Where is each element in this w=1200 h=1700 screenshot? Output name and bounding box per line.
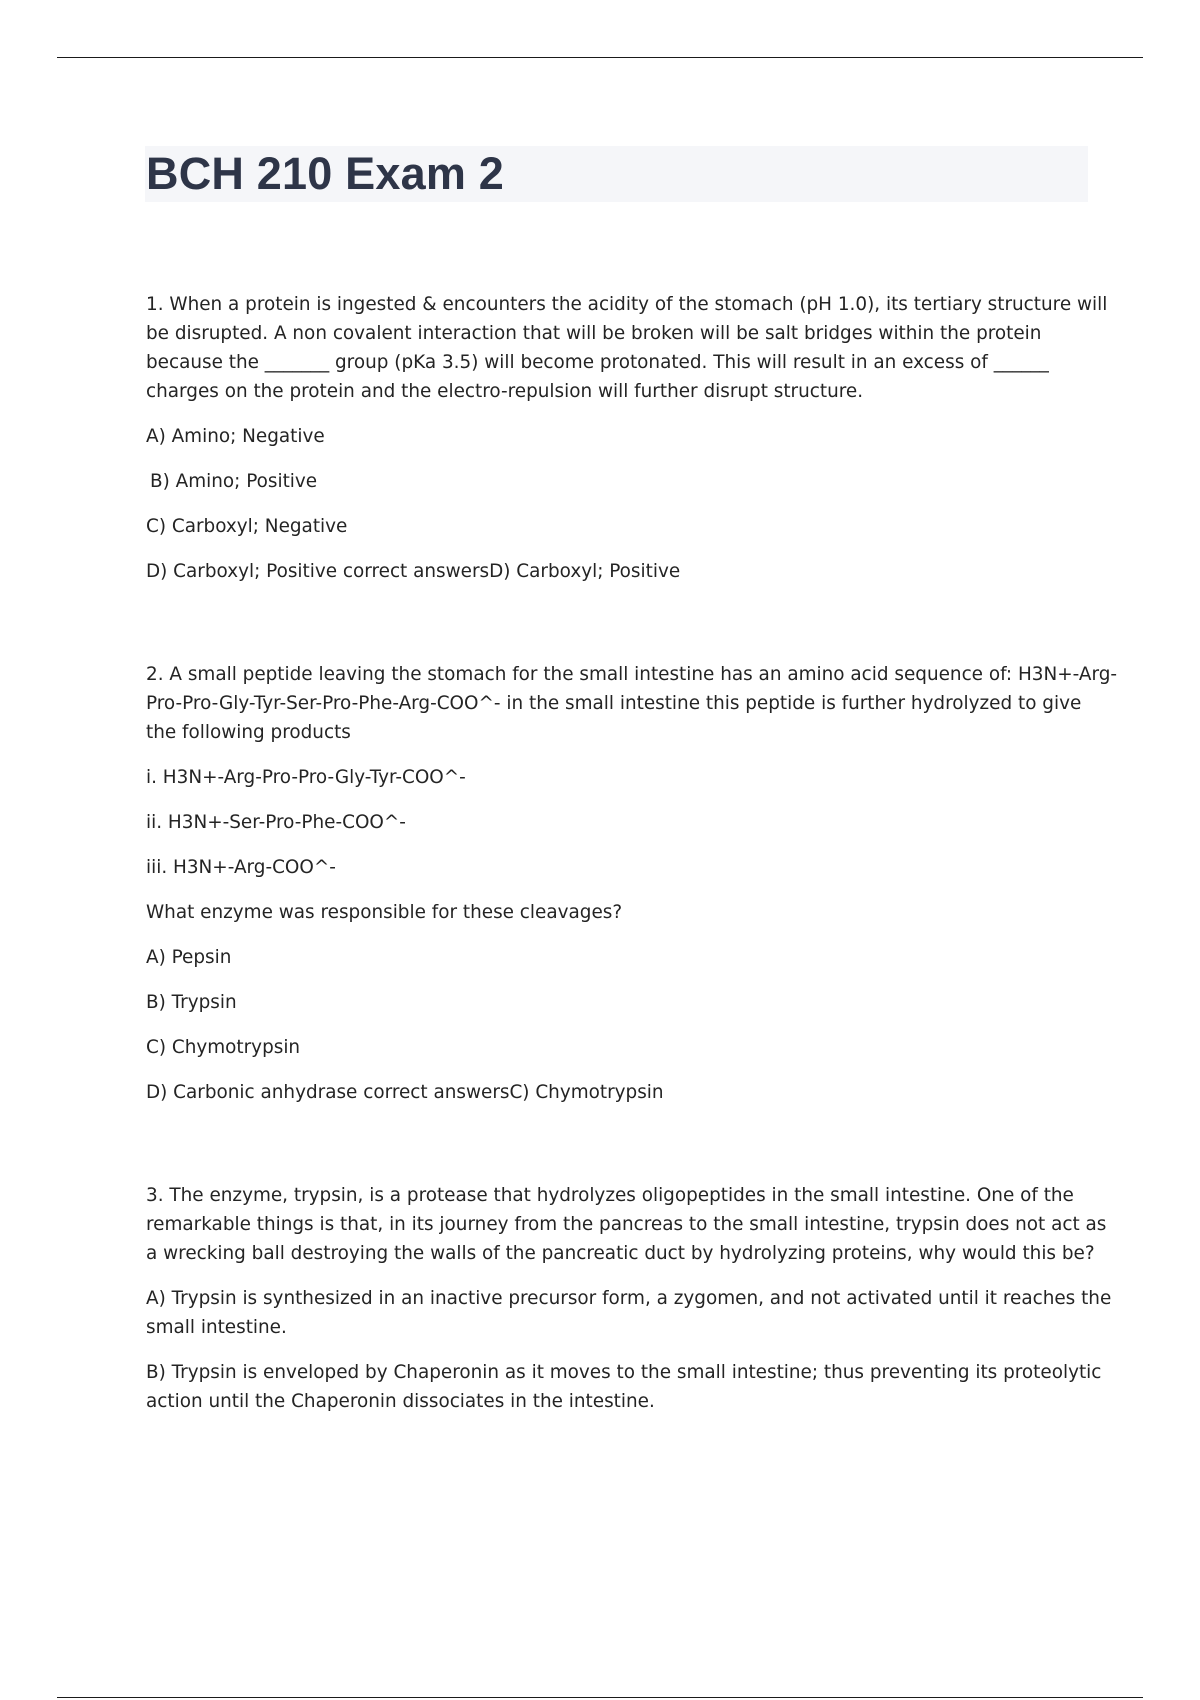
- question-2-text: [146, 660, 1118, 747]
- question-1-option-d-answer: D) Carboxyl; Positive correct answersD) Carboxyl; Positive: [146, 561, 681, 582]
- question-line: charges on the protein and the electro-repulsion will further disrupt structure.: [146, 381, 864, 402]
- question-1: [146, 290, 1108, 586]
- question-line: the following products: [146, 722, 351, 743]
- question-2-option-c: C) Chymotrypsin: [146, 1037, 301, 1058]
- question-3-option-b: [146, 1358, 1102, 1416]
- option-line: action until the Chaperonin dissociates in the intestine.: [146, 1391, 655, 1412]
- question-line: a wrecking ball destroying the walls of the pancreatic duct by hydrolyzing proteins, why would this be?: [146, 1243, 1095, 1264]
- question-2-option-a: A) Pepsin: [146, 947, 232, 968]
- document-body: [146, 290, 1118, 1490]
- question-2-option-d-answer: D) Carbonic anhydrase correct answersC) Chymotrypsin: [146, 1082, 664, 1103]
- question-line: 1. When a protein is ingested & encounters the acidity of the stomach (pH 1.0), its tertiary structure will: [146, 294, 1108, 315]
- question-3: [146, 1181, 1112, 1416]
- question-2-product-i: i. H3N+-Arg-Pro-Pro-Gly-Tyr-COO^-: [146, 767, 466, 788]
- question-2-option-b: B) Trypsin: [146, 992, 237, 1013]
- question-3-option-a: [146, 1284, 1112, 1342]
- option-line: B) Trypsin is enveloped by Chaperonin as it moves to the small intestine; thus preventing its proteolytic: [146, 1362, 1102, 1383]
- question-1-text: [146, 290, 1108, 406]
- question-2-prompt: What enzyme was responsible for these cleavages?: [146, 902, 623, 923]
- question-3-text: [146, 1181, 1107, 1268]
- bottom-rule: [57, 1697, 1143, 1698]
- question-line: be disrupted. A non covalent interaction that will be broken will be salt bridges within the protein: [146, 323, 1042, 344]
- question-2-product-iii: iii. H3N+-Arg-COO^-: [146, 857, 336, 878]
- question-2: [146, 660, 1118, 1107]
- option-line: small intestine.: [146, 1317, 287, 1338]
- question-line: Pro-Pro-Gly-Tyr-Ser-Pro-Phe-Arg-COO^- in the small intestine this peptide is further hydrolyzed to give: [146, 693, 1082, 714]
- option-line: A) Trypsin is synthesized in an inactive precursor form, a zygomen, and not activated until it reaches the: [146, 1288, 1112, 1309]
- question-1-option-c: C) Carboxyl; Negative: [146, 516, 348, 537]
- question-line: 3. The enzyme, trypsin, is a protease that hydrolyzes oligopeptides in the small intestine. One of the: [146, 1185, 1074, 1206]
- question-2-product-ii: ii. H3N+-Ser-Pro-Phe-COO^-: [146, 812, 406, 833]
- question-line: because the _______ group (pKa 3.5) will become protonated. This will result in an excess of ______: [146, 352, 1049, 373]
- top-rule: [57, 57, 1143, 58]
- question-line: 2. A small peptide leaving the stomach for the small intestine has an amino acid sequence of: H3N+-Arg-: [146, 664, 1118, 685]
- question-1-option-a: A) Amino; Negative: [146, 426, 325, 447]
- question-line: remarkable things is that, in its journey from the pancreas to the small intestine, trypsin does not act as: [146, 1214, 1107, 1235]
- question-1-option-b: B) Amino; Positive: [150, 471, 318, 492]
- page-title: BCH 210 Exam 2: [146, 148, 504, 199]
